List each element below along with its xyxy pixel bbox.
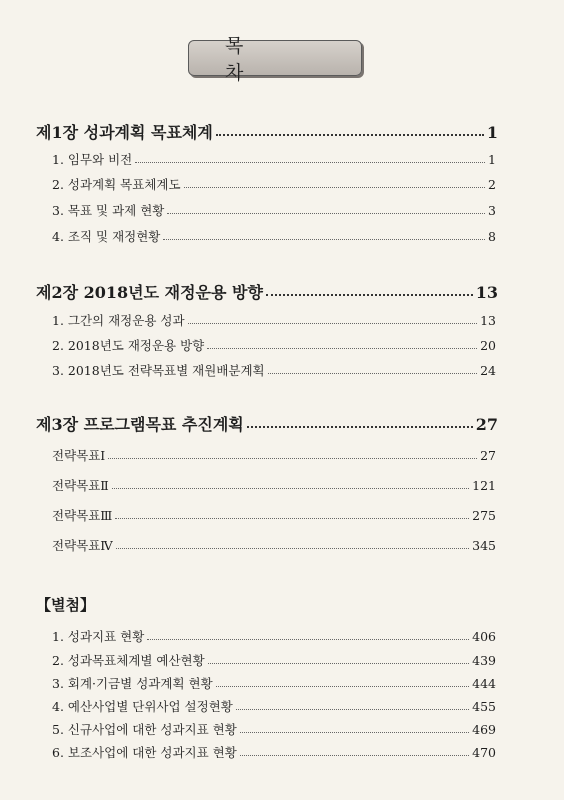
item-label: 5. 신규사업에 대한 성과지표 현황 — [52, 722, 237, 737]
item-label: 1. 임무와 비전 — [52, 152, 133, 167]
toc-appendix-item[interactable] — [52, 627, 496, 645]
dot-leader — [167, 213, 485, 214]
toc-appendix-item[interactable] — [52, 743, 496, 761]
dot-leader — [108, 458, 477, 459]
dot-leader — [135, 162, 485, 163]
toc-item[interactable] — [52, 150, 496, 168]
item-label: 2. 2018년도 재정운용 방향 — [52, 338, 205, 353]
dot-leader — [116, 548, 469, 549]
item-page-number: 345 — [472, 538, 496, 553]
item-page-number: 444 — [472, 676, 496, 691]
dot-leader — [240, 755, 469, 756]
item-page-number: 20 — [480, 338, 496, 353]
chapter-page-number: 13 — [475, 283, 498, 302]
toc-item[interactable] — [52, 506, 496, 524]
item-label: 1. 그간의 재정운용 성과 — [52, 313, 185, 328]
item-page-number: 406 — [472, 629, 496, 644]
toc-chapter-3[interactable] — [36, 412, 498, 435]
dot-leader — [216, 134, 484, 136]
item-page-number: 27 — [480, 448, 496, 463]
toc-appendix-item[interactable] — [52, 651, 496, 669]
item-label: 전략목표Ⅱ — [52, 478, 109, 493]
chapter-label: 제2장 2018년도 재정운용 방향 — [36, 283, 263, 302]
item-page-number: 470 — [472, 745, 496, 760]
item-page-number: 275 — [472, 508, 496, 523]
dot-leader — [236, 709, 469, 710]
dot-leader — [163, 239, 485, 240]
appendix-header: 【별첨】 — [36, 596, 95, 614]
toc-item[interactable] — [52, 227, 496, 245]
toc-item[interactable] — [52, 536, 496, 554]
toc-title: 목 차 — [188, 40, 362, 76]
item-label: 2. 성과목표체계별 예산현황 — [52, 653, 205, 668]
item-page-number: 2 — [488, 177, 496, 192]
item-page-number: 121 — [472, 478, 496, 493]
dot-leader — [268, 373, 477, 374]
dot-leader — [184, 187, 485, 188]
item-page-number: 455 — [472, 699, 496, 714]
toc-item[interactable] — [52, 311, 496, 329]
item-label: 3. 회계·기금별 성과계획 현황 — [52, 676, 213, 691]
item-page-number: 13 — [480, 313, 496, 328]
item-label: 전략목표Ⅰ — [52, 448, 106, 463]
toc-appendix-item[interactable] — [52, 720, 496, 738]
chapter-page-number: 1 — [486, 123, 498, 142]
item-label: 4. 조직 및 재정현황 — [52, 229, 161, 244]
dot-leader — [216, 686, 469, 687]
item-label: 2. 성과계획 목표체계도 — [52, 177, 181, 192]
dot-leader — [208, 663, 469, 664]
item-page-number: 469 — [472, 722, 496, 737]
dot-leader — [115, 518, 469, 519]
item-label: 3. 2018년도 전략목표별 재원배분계획 — [52, 363, 265, 378]
dot-leader — [112, 488, 469, 489]
toc-item[interactable] — [52, 175, 496, 193]
chapter-label: 제1장 성과계획 목표체계 — [36, 123, 213, 142]
toc-item[interactable] — [52, 361, 496, 379]
dot-leader — [147, 639, 469, 640]
item-page-number: 24 — [480, 363, 496, 378]
toc-chapter-2[interactable] — [36, 280, 498, 303]
item-page-number: 1 — [488, 152, 496, 167]
item-label: 6. 보조사업에 대한 성과지표 현황 — [52, 745, 237, 760]
item-label: 4. 예산사업별 단위사업 설정현황 — [52, 699, 233, 714]
dot-leader — [247, 426, 473, 428]
chapter-label: 제3장 프로그램목표 추진계획 — [36, 415, 244, 434]
item-label: 전략목표Ⅳ — [52, 538, 113, 553]
dot-leader — [188, 323, 478, 324]
item-label: 3. 목표 및 과제 현황 — [52, 203, 165, 218]
item-page-number: 8 — [488, 229, 496, 244]
toc-item[interactable] — [52, 476, 496, 494]
item-page-number: 3 — [488, 203, 496, 218]
toc-appendix-item[interactable] — [52, 674, 496, 692]
item-label: 1. 성과지표 현황 — [52, 629, 145, 644]
toc-item[interactable] — [52, 201, 496, 219]
item-page-number: 439 — [472, 653, 496, 668]
dot-leader — [240, 732, 469, 733]
dot-leader — [266, 294, 473, 296]
item-label: 전략목표Ⅲ — [52, 508, 113, 523]
chapter-page-number: 27 — [475, 415, 498, 434]
dot-leader — [207, 348, 477, 349]
toc-item[interactable] — [52, 336, 496, 354]
toc-appendix-item[interactable] — [52, 697, 496, 715]
toc-chapter-1[interactable] — [36, 120, 498, 143]
toc-item[interactable] — [52, 446, 496, 464]
